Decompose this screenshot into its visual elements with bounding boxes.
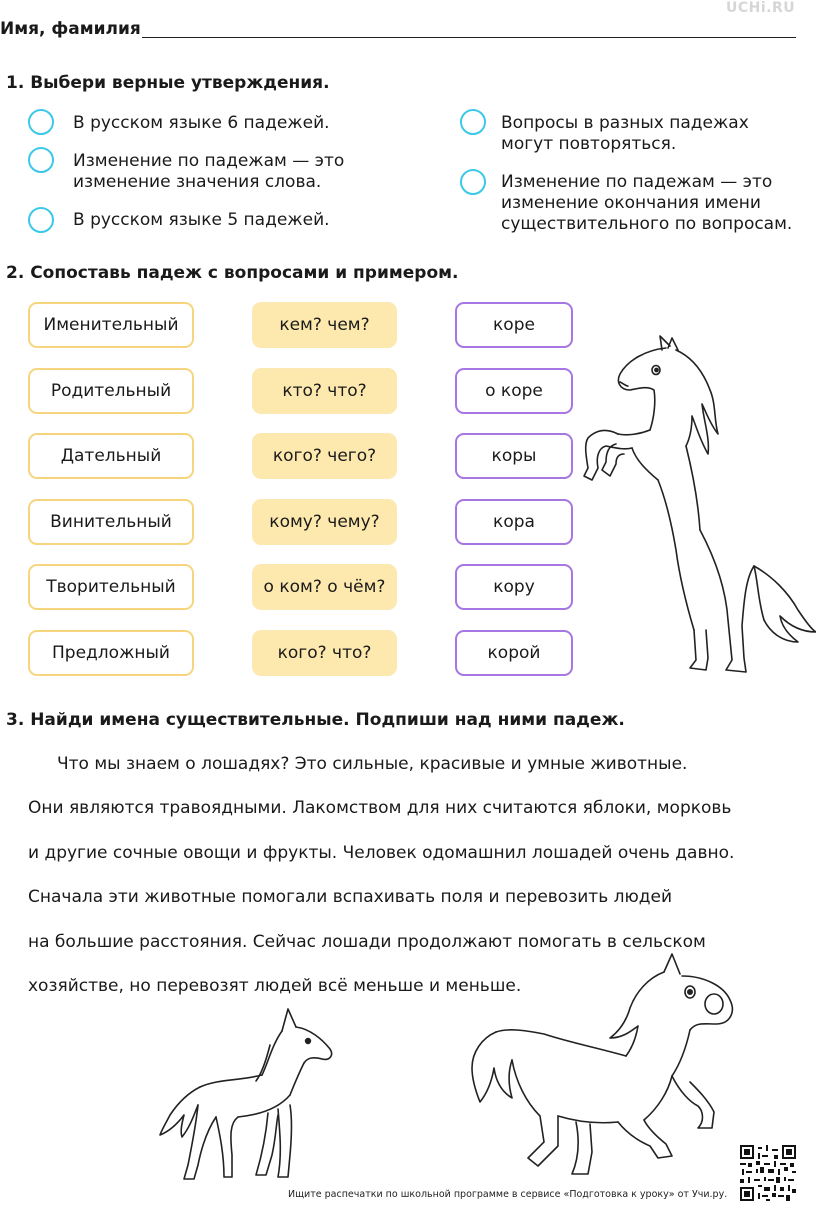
example-box-3[interactable]: коры (455, 433, 573, 479)
option-radio-3[interactable] (28, 207, 54, 233)
watermark-logo: UCHi.RU (726, 0, 796, 16)
case-box-2[interactable]: Родительный (28, 368, 194, 414)
name-label: Имя, фамилия (0, 19, 141, 39)
option-radio-5[interactable] (460, 169, 486, 195)
task3-title: 3. Найди имена существительные. Подпиши над ними падеж. (6, 710, 625, 730)
question-box-1[interactable]: кем? чем? (252, 302, 397, 348)
paragraph-line-4: Сначала эти животные помогали вспахивать поля и перевозить людей (28, 887, 673, 907)
option-radio-1[interactable] (28, 109, 54, 135)
example-box-1[interactable]: коре (455, 302, 573, 348)
case-box-6[interactable]: Предложный (28, 630, 194, 676)
paragraph-line-1: Что мы знаем о лошадях? Это сильные, красивые и умные животные. (57, 754, 688, 774)
case-box-1[interactable]: Именительный (28, 302, 194, 348)
qr-code-icon (740, 1145, 796, 1201)
task2-title: 2. Сопоставь падеж с вопросами и примером. (6, 263, 459, 283)
task1-title: 1. Выбери верные утверждения. (6, 73, 330, 93)
question-box-6[interactable]: кого? что? (252, 630, 397, 676)
option-label-4: Вопросы в разных падежах могут повторяться. (501, 113, 749, 154)
option-label-1: В русском языке 6 падежей. (73, 113, 330, 133)
question-box-4[interactable]: кому? чему? (252, 499, 397, 545)
question-box-2[interactable]: кто? что? (252, 368, 397, 414)
option-radio-4[interactable] (460, 109, 486, 135)
question-box-5[interactable]: о ком? о чём? (252, 564, 397, 610)
paragraph-line-2: Они являются травоядными. Лакомством для них считаются яблоки, морковь (28, 798, 732, 818)
example-box-2[interactable]: о коре (455, 368, 573, 414)
option-label-2: Изменение по падежам — это изменение значения слова. (73, 151, 345, 192)
footer-note: Ищите распечатки по школьной программе в сервисе «Подготовка к уроку» от Учи.ру. (288, 1189, 728, 1200)
case-box-4[interactable]: Винительный (28, 499, 194, 545)
case-box-5[interactable]: Творительный (28, 564, 194, 610)
horse-rearing-illustration (576, 330, 816, 680)
option-radio-2[interactable] (28, 147, 54, 173)
paragraph-line-3: и другие сочные овощи и фрукты. Человек одомашнил лошадей очень давно. (28, 843, 735, 863)
paragraph-line-5: на большие расстояния. Сейчас лошади продолжают помогать в сельском (28, 932, 706, 952)
foal-illustration (158, 1005, 338, 1185)
pony-illustration (468, 952, 738, 1182)
example-box-4[interactable]: кора (455, 499, 573, 545)
name-input-line[interactable] (142, 37, 796, 38)
case-box-3[interactable]: Дательный (28, 433, 194, 479)
paragraph-line-6: хозяйстве, но перевозят людей всё меньше и меньше. (28, 976, 522, 996)
option-label-5: Изменение по падежам — это изменение окончания имени существительного по вопросам. (501, 172, 793, 234)
example-box-5[interactable]: кору (455, 564, 573, 610)
question-box-3[interactable]: кого? чего? (252, 433, 397, 479)
option-label-3: В русском языке 5 падежей. (73, 210, 330, 230)
example-box-6[interactable]: корой (455, 630, 573, 676)
